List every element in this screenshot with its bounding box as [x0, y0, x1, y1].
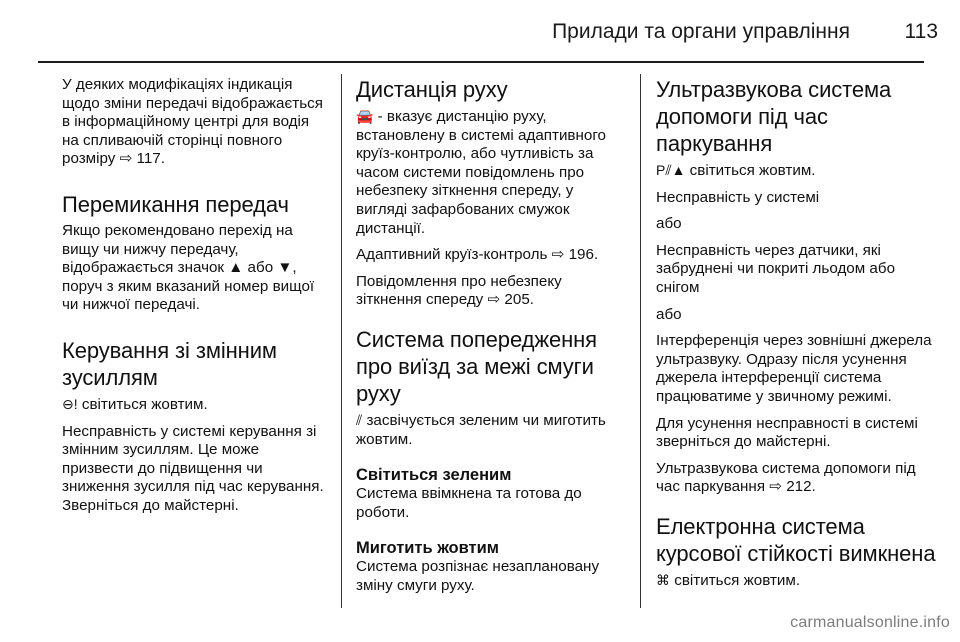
lane-departure-status: ⫽ засвічується зеленим чи миготить жовтим. [356, 411, 606, 448]
column-2 [356, 76, 626, 604]
page-header-title: Прилади та органи управління [552, 20, 850, 43]
esc-off-icon: ⌘ [656, 571, 670, 588]
column-divider-1 [341, 74, 342, 608]
lane-departure-heading: Система попередження про виїзд за межі смуги руху [356, 326, 597, 406]
parking-reference: Ультразвукова система допомоги під час паркування ⇨ 212. [656, 459, 916, 496]
distance-heading: Дистанція руху [356, 77, 508, 102]
header-rule [38, 61, 924, 63]
gear-shift-heading: Перемикання передач [62, 191, 289, 217]
or-separator-2: або [656, 305, 682, 323]
steering-heading: Керування зі змінним зусиллям [62, 337, 277, 390]
parking-assist-status: P⫽▲ світиться жовтим. [656, 162, 816, 179]
green-text: Система ввімкнена та готова до роботи. [356, 485, 582, 521]
esc-heading: Електронна система курсової стійкості вимкнена [656, 513, 936, 566]
parking-fault-2: Несправність через датчики, які забруднені чи покриті льодом або снігом [656, 241, 896, 296]
vehicle-ahead-icon: 🚘 [356, 108, 374, 124]
distance-text: 🚘 - вказує дистанцію руху, встановлену в системі адаптивного круїз-контролю, або чутливість за часом системи повідомлень про небезпеку зіткнення спереду, у вигляді зафарбованих смужок дистанції. [356, 108, 606, 237]
fcw-reference: Повідомлення про небезпеку зіткнення спереду ⇨ 205. [356, 272, 562, 309]
page-number: 113 [904, 20, 938, 43]
lane-departure-icon: ⫽ [356, 411, 363, 428]
acc-reference: Адаптивний круїз-контроль ⇨ 196. [356, 246, 599, 264]
parking-assist-icon: P⫽▲ [656, 162, 686, 178]
watermark: carmanualsonline.info [790, 614, 950, 631]
parking-assist-heading: Ультразвукова система допомоги під час паркування [656, 77, 892, 156]
steering-status: ⊖! світиться жовтим. [62, 395, 208, 413]
esc-status: ⌘ світиться жовтим. [656, 571, 801, 589]
steering-fault-text: Несправність у системі керування зі змінним зусиллям. Це може призвести до підвищення чи зниження зусилля під час керування. Зверніться до майстерні. [62, 422, 324, 514]
steering-warning-icon: ⊖! [62, 395, 78, 412]
blink-heading: Миготить жовтим [356, 539, 499, 558]
parking-fault-3: Інтерференція через зовнішні джерела ультразвуку. Одразу після усунення джерела інтерференції система працюватиме у звичному режимі. [656, 332, 932, 405]
column-3 [656, 76, 941, 599]
column-divider-2 [640, 74, 641, 608]
green-heading: Світиться зеленим [356, 466, 512, 485]
intro-paragraph: У деяких модифікаціях індикація щодо зміни передачі відображається в інформаційному центрі для водія на спливаючій сторінці повного розміру ⇨ 117. [62, 76, 323, 168]
parking-fault-1: Несправність у системі [656, 188, 820, 206]
parking-fix-text: Для усунення несправності в системі зверніться до майстерні. [656, 414, 918, 451]
or-separator-1: або [656, 215, 682, 233]
gear-shift-text: Якщо рекомендовано перехід на вищу чи нижчу передачу, відображається значок ▲ або ▼, поруч з яким вказаний номер вищої чи нижчої передачі. [62, 221, 315, 314]
column-1 [62, 76, 330, 524]
blink-text: Система розпізнає незаплановану зміну смуги руху. [356, 558, 600, 594]
